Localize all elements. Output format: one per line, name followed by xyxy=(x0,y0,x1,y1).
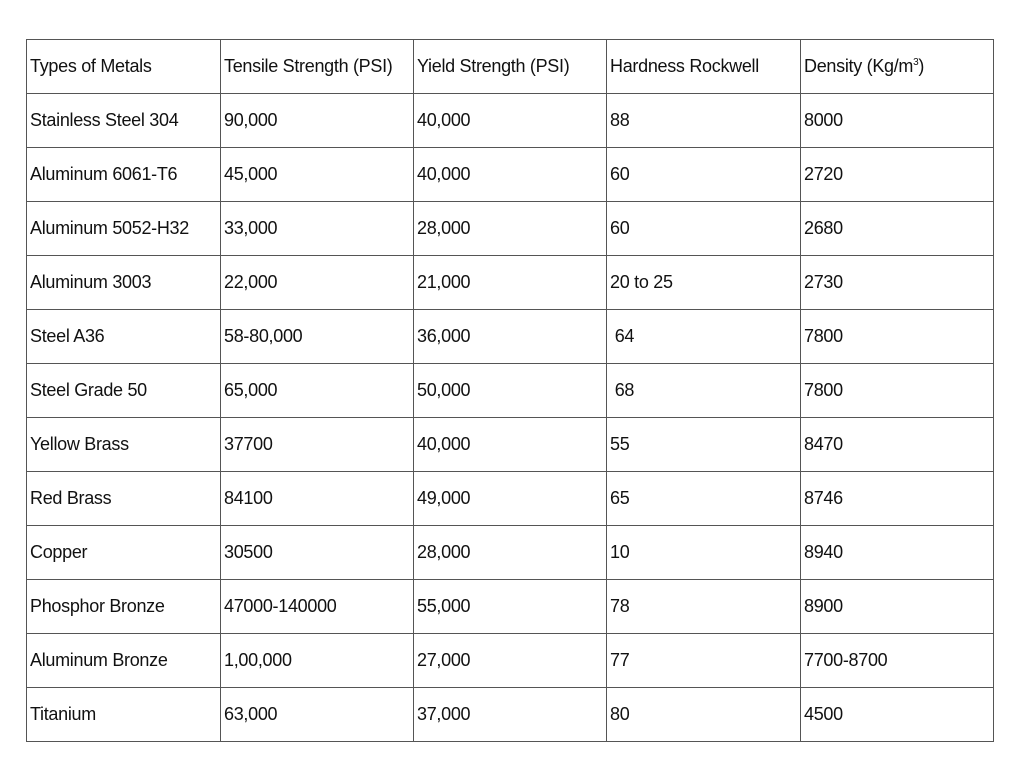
metal-type-cell: Phosphor Bronze xyxy=(27,580,221,634)
yield-strength-cell: 37,000 xyxy=(414,688,607,742)
tensile-strength-cell: 47000-140000 xyxy=(221,580,414,634)
density-exponent: 3 xyxy=(913,57,919,68)
header-metal-type: Types of Metals xyxy=(27,40,221,94)
density-label-close: ) xyxy=(918,56,925,76)
hardness-cell: 80 xyxy=(607,688,801,742)
tensile-strength-cell: 45,000 xyxy=(221,148,414,202)
metal-type-cell: Yellow Brass xyxy=(27,418,221,472)
density-cell: 7800 xyxy=(801,310,994,364)
hardness-cell: 88 xyxy=(607,94,801,148)
header-row xyxy=(27,40,994,94)
metal-type-cell: Stainless Steel 304 xyxy=(27,94,221,148)
hardness-cell: 20 to 25 xyxy=(607,256,801,310)
yield-strength-cell: 40,000 xyxy=(414,94,607,148)
tensile-strength-cell: 1,00,000 xyxy=(221,634,414,688)
header-yield-strength: Yield Strength (PSI) xyxy=(414,40,607,94)
density-cell: 8940 xyxy=(801,526,994,580)
metal-type-cell: Copper xyxy=(27,526,221,580)
table-row xyxy=(27,688,994,742)
density-cell: 7800 xyxy=(801,364,994,418)
tensile-strength-cell: 33,000 xyxy=(221,202,414,256)
table-row xyxy=(27,364,994,418)
tensile-strength-cell: 63,000 xyxy=(221,688,414,742)
yield-strength-cell: 27,000 xyxy=(414,634,607,688)
hardness-cell: 65 xyxy=(607,472,801,526)
tensile-strength-cell: 90,000 xyxy=(221,94,414,148)
table-row xyxy=(27,202,994,256)
tensile-strength-cell: 65,000 xyxy=(221,364,414,418)
density-cell: 8470 xyxy=(801,418,994,472)
density-cell: 2720 xyxy=(801,148,994,202)
yield-strength-cell: 55,000 xyxy=(414,580,607,634)
hardness-cell: 60 xyxy=(607,148,801,202)
density-cell: 2730 xyxy=(801,256,994,310)
metal-type-cell: Aluminum Bronze xyxy=(27,634,221,688)
yield-strength-cell: 36,000 xyxy=(414,310,607,364)
yield-strength-cell: 28,000 xyxy=(414,202,607,256)
table-row xyxy=(27,256,994,310)
hardness-cell: 68 xyxy=(607,364,801,418)
metals-properties-table xyxy=(26,39,994,742)
yield-strength-cell: 50,000 xyxy=(414,364,607,418)
density-cell: 2680 xyxy=(801,202,994,256)
density-cell: 8900 xyxy=(801,580,994,634)
metal-type-cell: Steel Grade 50 xyxy=(27,364,221,418)
hardness-cell: 78 xyxy=(607,580,801,634)
tensile-strength-cell: 58-80,000 xyxy=(221,310,414,364)
table-row xyxy=(27,310,994,364)
metal-type-cell: Titanium xyxy=(27,688,221,742)
density-cell: 8746 xyxy=(801,472,994,526)
table-row xyxy=(27,634,994,688)
yield-strength-cell: 21,000 xyxy=(414,256,607,310)
hardness-cell: 10 xyxy=(607,526,801,580)
metal-type-cell: Red Brass xyxy=(27,472,221,526)
density-label: Density (Kg/m xyxy=(804,56,914,76)
metal-type-cell: Steel A36 xyxy=(27,310,221,364)
yield-strength-cell: 49,000 xyxy=(414,472,607,526)
table-row xyxy=(27,472,994,526)
hardness-cell: 55 xyxy=(607,418,801,472)
hardness-cell: 60 xyxy=(607,202,801,256)
density-cell: 7700-8700 xyxy=(801,634,994,688)
table-row xyxy=(27,526,994,580)
table-row xyxy=(27,580,994,634)
hardness-cell: 64 xyxy=(607,310,801,364)
table-row xyxy=(27,148,994,202)
density-cell: 4500 xyxy=(801,688,994,742)
tensile-strength-cell: 37700 xyxy=(221,418,414,472)
metal-type-cell: Aluminum 6061-T6 xyxy=(27,148,221,202)
table-row xyxy=(27,418,994,472)
density-cell: 8000 xyxy=(801,94,994,148)
tensile-strength-cell: 84100 xyxy=(221,472,414,526)
tensile-strength-cell: 22,000 xyxy=(221,256,414,310)
header-tensile-strength: Tensile Strength (PSI) xyxy=(221,40,414,94)
metal-type-cell: Aluminum 3003 xyxy=(27,256,221,310)
tensile-strength-cell: 30500 xyxy=(221,526,414,580)
table-row xyxy=(27,94,994,148)
header-hardness: Hardness Rockwell xyxy=(607,40,801,94)
yield-strength-cell: 40,000 xyxy=(414,418,607,472)
yield-strength-cell: 40,000 xyxy=(414,148,607,202)
yield-strength-cell: 28,000 xyxy=(414,526,607,580)
hardness-cell: 77 xyxy=(607,634,801,688)
header-density xyxy=(801,40,994,94)
metal-type-cell: Aluminum 5052-H32 xyxy=(27,202,221,256)
